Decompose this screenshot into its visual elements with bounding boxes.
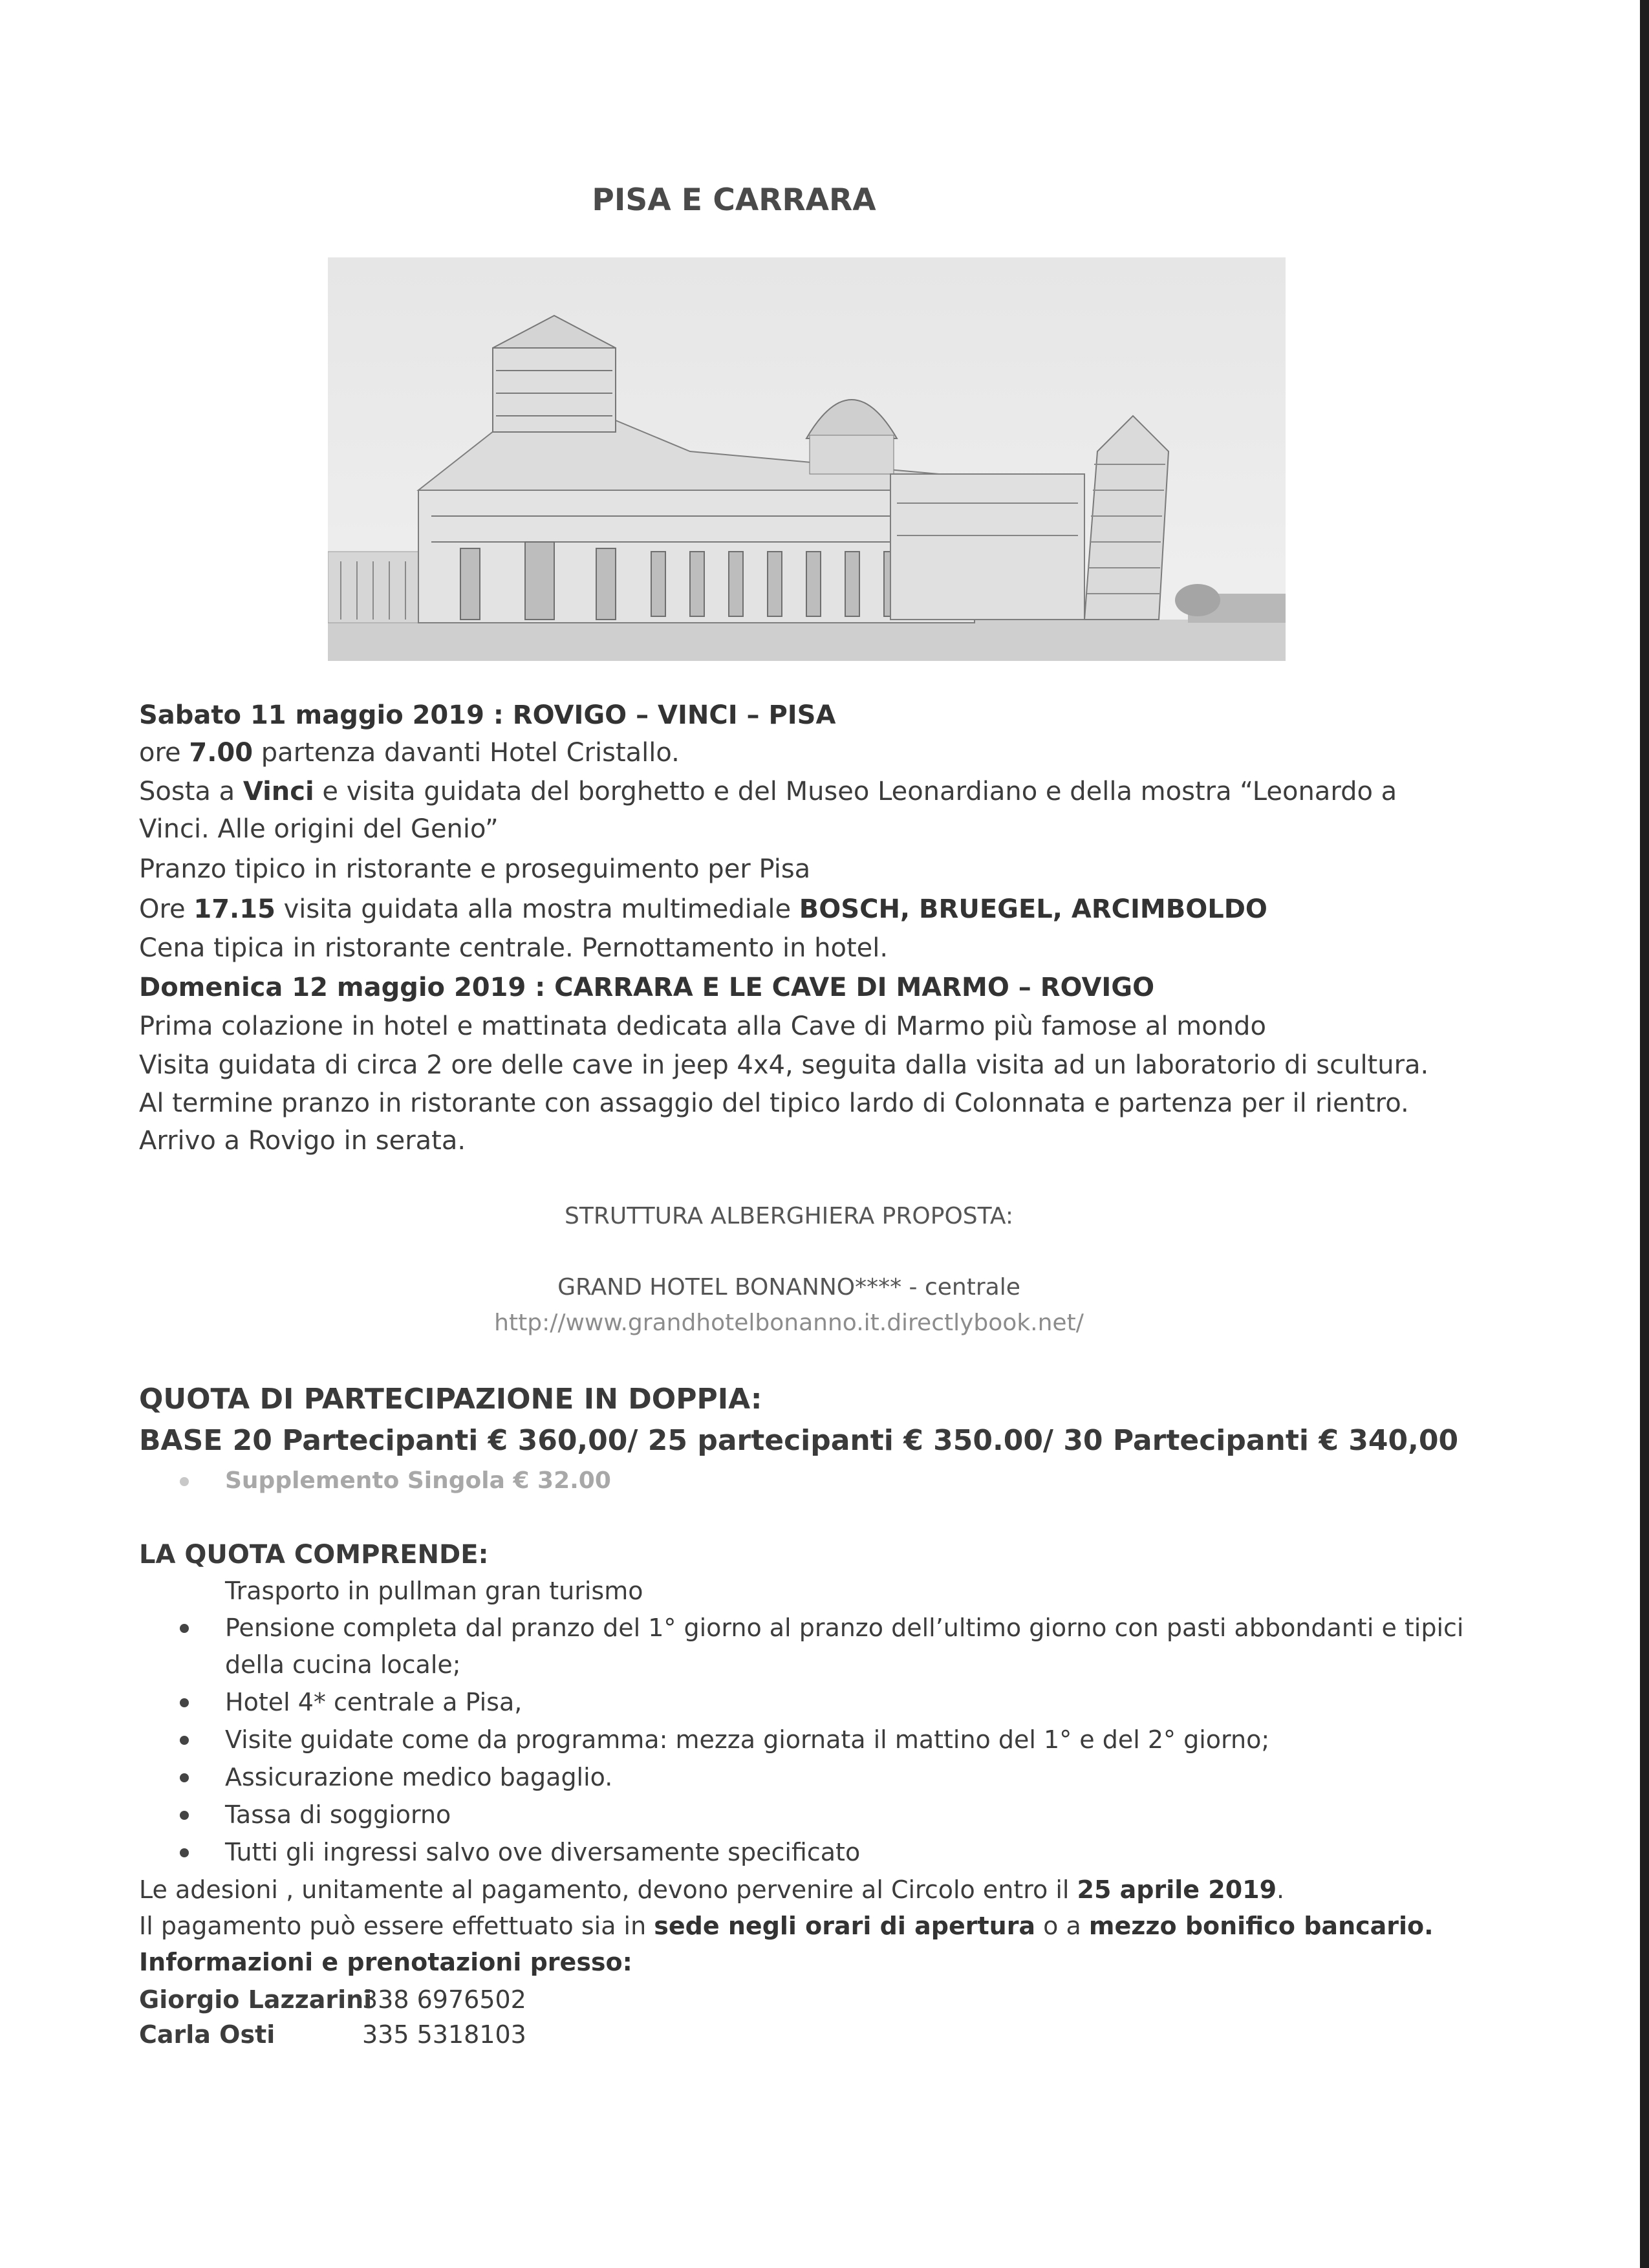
include-bullet (180, 1624, 189, 1633)
include-item: Visite guidate come da programma: mezza giornata il mattino del 1° e del 2° giorno; (225, 1725, 1270, 1754)
day1-header: Sabato 11 maggio 2019 : ROVIGO – VINCI – PISA (139, 700, 836, 730)
includes-header: LA QUOTA COMPRENDE: (139, 1540, 489, 1570)
day2-quarry-visit: Visita guidata di circa 2 ore delle cave in jeep 4x4, seguita dalla visita ad un laboratorio di scultura. (139, 1050, 1429, 1080)
day2-lunch: Al termine pranzo in ristorante con assaggio del tipico lardo di Colonnata e partenza per il rientro. (139, 1088, 1409, 1118)
supplement-bullet (180, 1477, 189, 1486)
day2-breakfast: Prima colazione in hotel e mattinata dedicata alla Cave di Marmo più famose al mondo (139, 1011, 1266, 1041)
contact-name: Carla Osti (139, 2020, 275, 2049)
include-item: Hotel 4* centrale a Pisa, (225, 1688, 523, 1716)
page-title: PISA E CARRARA (592, 182, 876, 218)
include-item: Tutti gli ingressi salvo ove diversamente specificato (225, 1838, 861, 1866)
include-bullet (180, 1811, 189, 1820)
day1-vinci-visit: Sosta a Vinci e visita guidata del borghetto e del Museo Leonardiano e della mostra “Leonardo a (139, 777, 1397, 806)
contact-phone: 338 6976502 (362, 1985, 526, 2014)
include-item-continued: della cucina locale; (225, 1650, 461, 1679)
scan-edge (1640, 0, 1649, 2268)
pisa-cathedral-photo (328, 257, 1286, 661)
include-bullet (180, 1848, 189, 1857)
include-bullet (180, 1736, 189, 1745)
info-label: Informazioni e prenotazioni presso: (139, 1948, 632, 1976)
contact-phone: 335 5318103 (362, 2020, 526, 2049)
quota-header: QUOTA DI PARTECIPAZIONE IN DOPPIA: (139, 1383, 762, 1416)
payment-info: Il pagamento può essere effettuato sia in sede negli orari di apertura o a mezzo bonifico bancario. (139, 1912, 1434, 1940)
include-item: Tassa di soggiorno (225, 1800, 451, 1829)
adesioni-deadline: Le adesioni , unitamente al pagamento, devono pervenire al Circolo entro il 25 aprile 2019. (139, 1875, 1285, 1904)
hotel-label: STRUTTURA ALBERGHIERA PROPOSTA: (565, 1203, 1013, 1229)
day1-exhibition-title: Vinci. Alle origini del Genio” (139, 814, 499, 844)
day1-lunch: Pranzo tipico in ristorante e proseguimento per Pisa (139, 854, 811, 884)
include-bullet (180, 1773, 189, 1782)
include-item: Trasporto in pullman gran turismo (225, 1577, 643, 1605)
include-item: Assicurazione medico bagaglio. (225, 1763, 613, 1791)
day2-header: Domenica 12 maggio 2019 : CARRARA E LE CAVE DI MARMO – ROVIGO (139, 973, 1155, 1002)
day1-dinner: Cena tipica in ristorante centrale. Pernottamento in hotel. (139, 933, 889, 963)
include-item: Pensione completa dal pranzo del 1° giorno al pranzo dell’ultimo giorno con pasti abbondanti e tipici (225, 1614, 1464, 1642)
supplement-single: Supplemento Singola € 32.00 (225, 1467, 611, 1494)
day2-arrival: Arrivo a Rovigo in serata. (139, 1126, 466, 1156)
contact-name: Giorgio Lazzarini (139, 1985, 372, 2014)
quota-prices: BASE 20 Partecipanti € 360,00/ 25 partecipanti € 350.00/ 30 Partecipanti € 340,00 (139, 1424, 1459, 1457)
include-bullet (180, 1698, 189, 1707)
day1-exhibition-visit: Ore 17.15 visita guidata alla mostra multimediale BOSCH, BRUEGEL, ARCIMBOLDO (139, 894, 1267, 924)
hotel-name: GRAND HOTEL BONANNO**** - centrale (557, 1274, 1020, 1301)
day1-departure: ore 7.00 partenza davanti Hotel Cristallo. (139, 738, 680, 768)
hotel-url[interactable]: http://www.grandhotelbonanno.it.directlybook.net/ (494, 1310, 1084, 1336)
